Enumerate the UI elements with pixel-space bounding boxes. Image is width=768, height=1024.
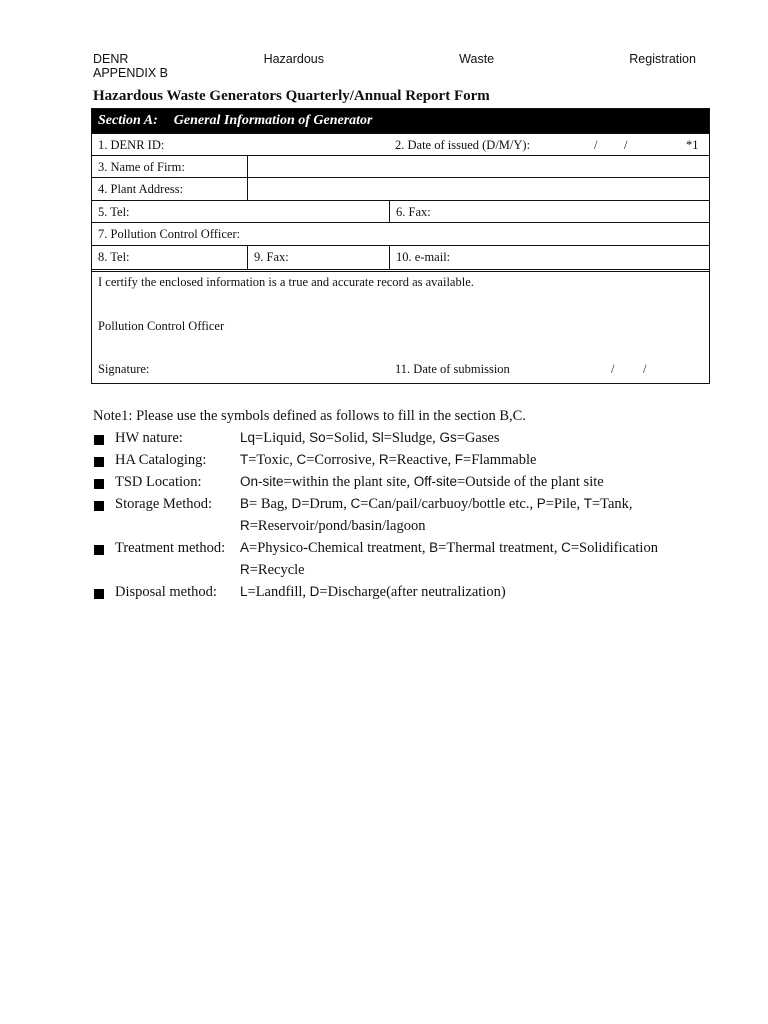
symbol-definition: =Outside of the plant site xyxy=(456,474,604,490)
symbol-code: Lq xyxy=(240,430,256,445)
symbol-definition: =Liquid, xyxy=(255,430,310,446)
note-label: Storage Method: xyxy=(115,496,213,512)
symbol-code: A xyxy=(240,540,250,555)
certification-block xyxy=(92,269,709,383)
symbol-definition: =Discharge(after neutralization) xyxy=(319,584,506,600)
symbol-code: P xyxy=(536,496,546,511)
tel2-field[interactable]: 8. Tel: xyxy=(98,250,130,264)
signature-field[interactable]: Signature: xyxy=(98,362,150,376)
symbol-code: T xyxy=(240,452,249,467)
symbol-code: B xyxy=(429,540,439,555)
symbol-definition: =Toxic, xyxy=(248,452,297,468)
document-header xyxy=(93,52,696,66)
date-issued-label: 2. Date of issued (D/M/Y): xyxy=(395,138,531,152)
name-of-firm-label: 3. Name of Firm: xyxy=(98,160,185,174)
symbol-definition: =Reservoir/pond/basin/lagoon xyxy=(249,518,426,534)
symbol-code: On-site xyxy=(240,474,284,489)
bullet-square-icon xyxy=(94,435,104,445)
symbol-definition: =within the plant site, xyxy=(283,474,414,490)
note-label: HA Cataloging: xyxy=(115,452,207,468)
note-value xyxy=(240,540,658,557)
note-value xyxy=(240,452,536,469)
note-title: Note1: Please use the symbols defined as follows to fill in the section B,C. xyxy=(93,408,526,424)
symbol-code: F xyxy=(454,452,464,467)
note-value-continued xyxy=(240,518,425,535)
symbol-code: D xyxy=(291,496,302,511)
tel-field[interactable]: 5. Tel: xyxy=(98,205,130,219)
bullet-square-icon xyxy=(94,545,104,555)
bullet-square-icon xyxy=(94,479,104,489)
denr-id-field[interactable]: 1. DENR ID: xyxy=(98,138,165,152)
row-name-of-firm xyxy=(92,155,709,178)
symbol-code: D xyxy=(309,584,320,599)
certification-statement: I certify the enclosed information is a true and accurate record as available. xyxy=(98,275,474,289)
symbol-code: Off-site xyxy=(413,474,457,489)
symbol-definition: =Can/pail/carbuoy/bottle etc., xyxy=(360,496,537,512)
note-value xyxy=(240,584,506,601)
symbol-definition: =Flammable xyxy=(463,452,537,468)
section-a-title: General Information of Generator xyxy=(173,113,373,128)
symbol-code: Gs xyxy=(439,430,457,445)
row-tel-fax xyxy=(92,200,709,223)
symbol-code: T xyxy=(583,496,592,511)
symbol-definition: =Landfill, xyxy=(247,584,310,600)
officer-label: Pollution Control Officer xyxy=(98,319,225,333)
plant-address-field[interactable] xyxy=(247,178,709,201)
header-org: DENR xyxy=(93,52,129,66)
note-value xyxy=(240,474,604,491)
note-value xyxy=(240,496,633,513)
symbol-definition: =Solidification xyxy=(570,540,658,556)
symbol-definition: =Thermal treatment, xyxy=(438,540,562,556)
date-submission-slash-2: / xyxy=(643,362,647,376)
note-label: HW nature: xyxy=(115,430,183,446)
date-submission-field[interactable]: 11. Date of submission xyxy=(395,362,510,376)
header-word-waste: Waste xyxy=(459,52,495,66)
section-a-header xyxy=(92,109,709,133)
row-denr-id xyxy=(92,133,709,156)
note-value xyxy=(240,430,500,447)
fax2-field[interactable]: 9. Fax: xyxy=(247,246,389,270)
pollution-control-officer-field[interactable]: 7. Pollution Control Officer: xyxy=(98,227,241,241)
row-pco xyxy=(92,222,709,246)
symbol-code: R xyxy=(240,518,250,533)
row-plant-address xyxy=(92,177,709,201)
symbol-code: B xyxy=(240,496,250,511)
symbol-definition: =Recycle xyxy=(249,562,305,578)
note-label: Treatment method: xyxy=(115,540,226,556)
symbol-code: C xyxy=(350,496,361,511)
bullet-square-icon xyxy=(94,589,104,599)
symbol-definition: = Bag, xyxy=(249,496,292,512)
symbol-code: C xyxy=(561,540,571,555)
note-label: TSD Location: xyxy=(115,474,202,490)
symbol-definition: =Gases xyxy=(456,430,500,446)
note-value-continued xyxy=(240,562,305,579)
symbol-definition: =Sludge, xyxy=(383,430,440,446)
plant-address-label: 4. Plant Address: xyxy=(98,182,184,196)
symbol-definition: =Drum, xyxy=(301,496,351,512)
name-of-firm-field[interactable] xyxy=(247,156,709,178)
bullet-square-icon xyxy=(94,457,104,467)
section-a-label: Section A: xyxy=(98,113,158,128)
symbol-code: Sl xyxy=(371,430,384,445)
header-word-hazardous: Hazardous xyxy=(263,52,325,66)
symbol-code: R xyxy=(240,562,250,577)
fax-field[interactable]: 6. Fax: xyxy=(389,201,709,223)
form-title: Hazardous Waste Generators Quarterly/Annual Report Form xyxy=(93,88,490,104)
row-contact xyxy=(92,245,709,270)
footnote-marker: *1 xyxy=(686,138,699,152)
bullet-square-icon xyxy=(94,501,104,511)
symbol-code: R xyxy=(378,452,389,467)
symbol-code: So xyxy=(309,430,326,445)
symbol-definition: =Pile, xyxy=(545,496,584,512)
symbol-definition: =Tank, xyxy=(591,496,633,512)
email-field[interactable]: 10. e-mail: xyxy=(389,246,709,270)
appendix-label: APPENDIX B xyxy=(93,66,169,80)
note-label: Disposal method: xyxy=(115,584,217,600)
symbol-code: C xyxy=(296,452,307,467)
symbol-definition: =Corrosive, xyxy=(306,452,379,468)
symbol-code: L xyxy=(240,584,248,599)
date-issued-slash-1: / xyxy=(594,138,598,152)
symbol-definition: =Reactive, xyxy=(388,452,455,468)
date-issued-slash-2: / xyxy=(624,138,628,152)
section-a-form xyxy=(91,108,710,384)
symbol-definition: =Physico-Chemical treatment, xyxy=(249,540,430,556)
symbol-definition: =Solid, xyxy=(325,430,372,446)
date-submission-slash-1: / xyxy=(611,362,615,376)
header-word-registration: Registration xyxy=(629,52,696,66)
